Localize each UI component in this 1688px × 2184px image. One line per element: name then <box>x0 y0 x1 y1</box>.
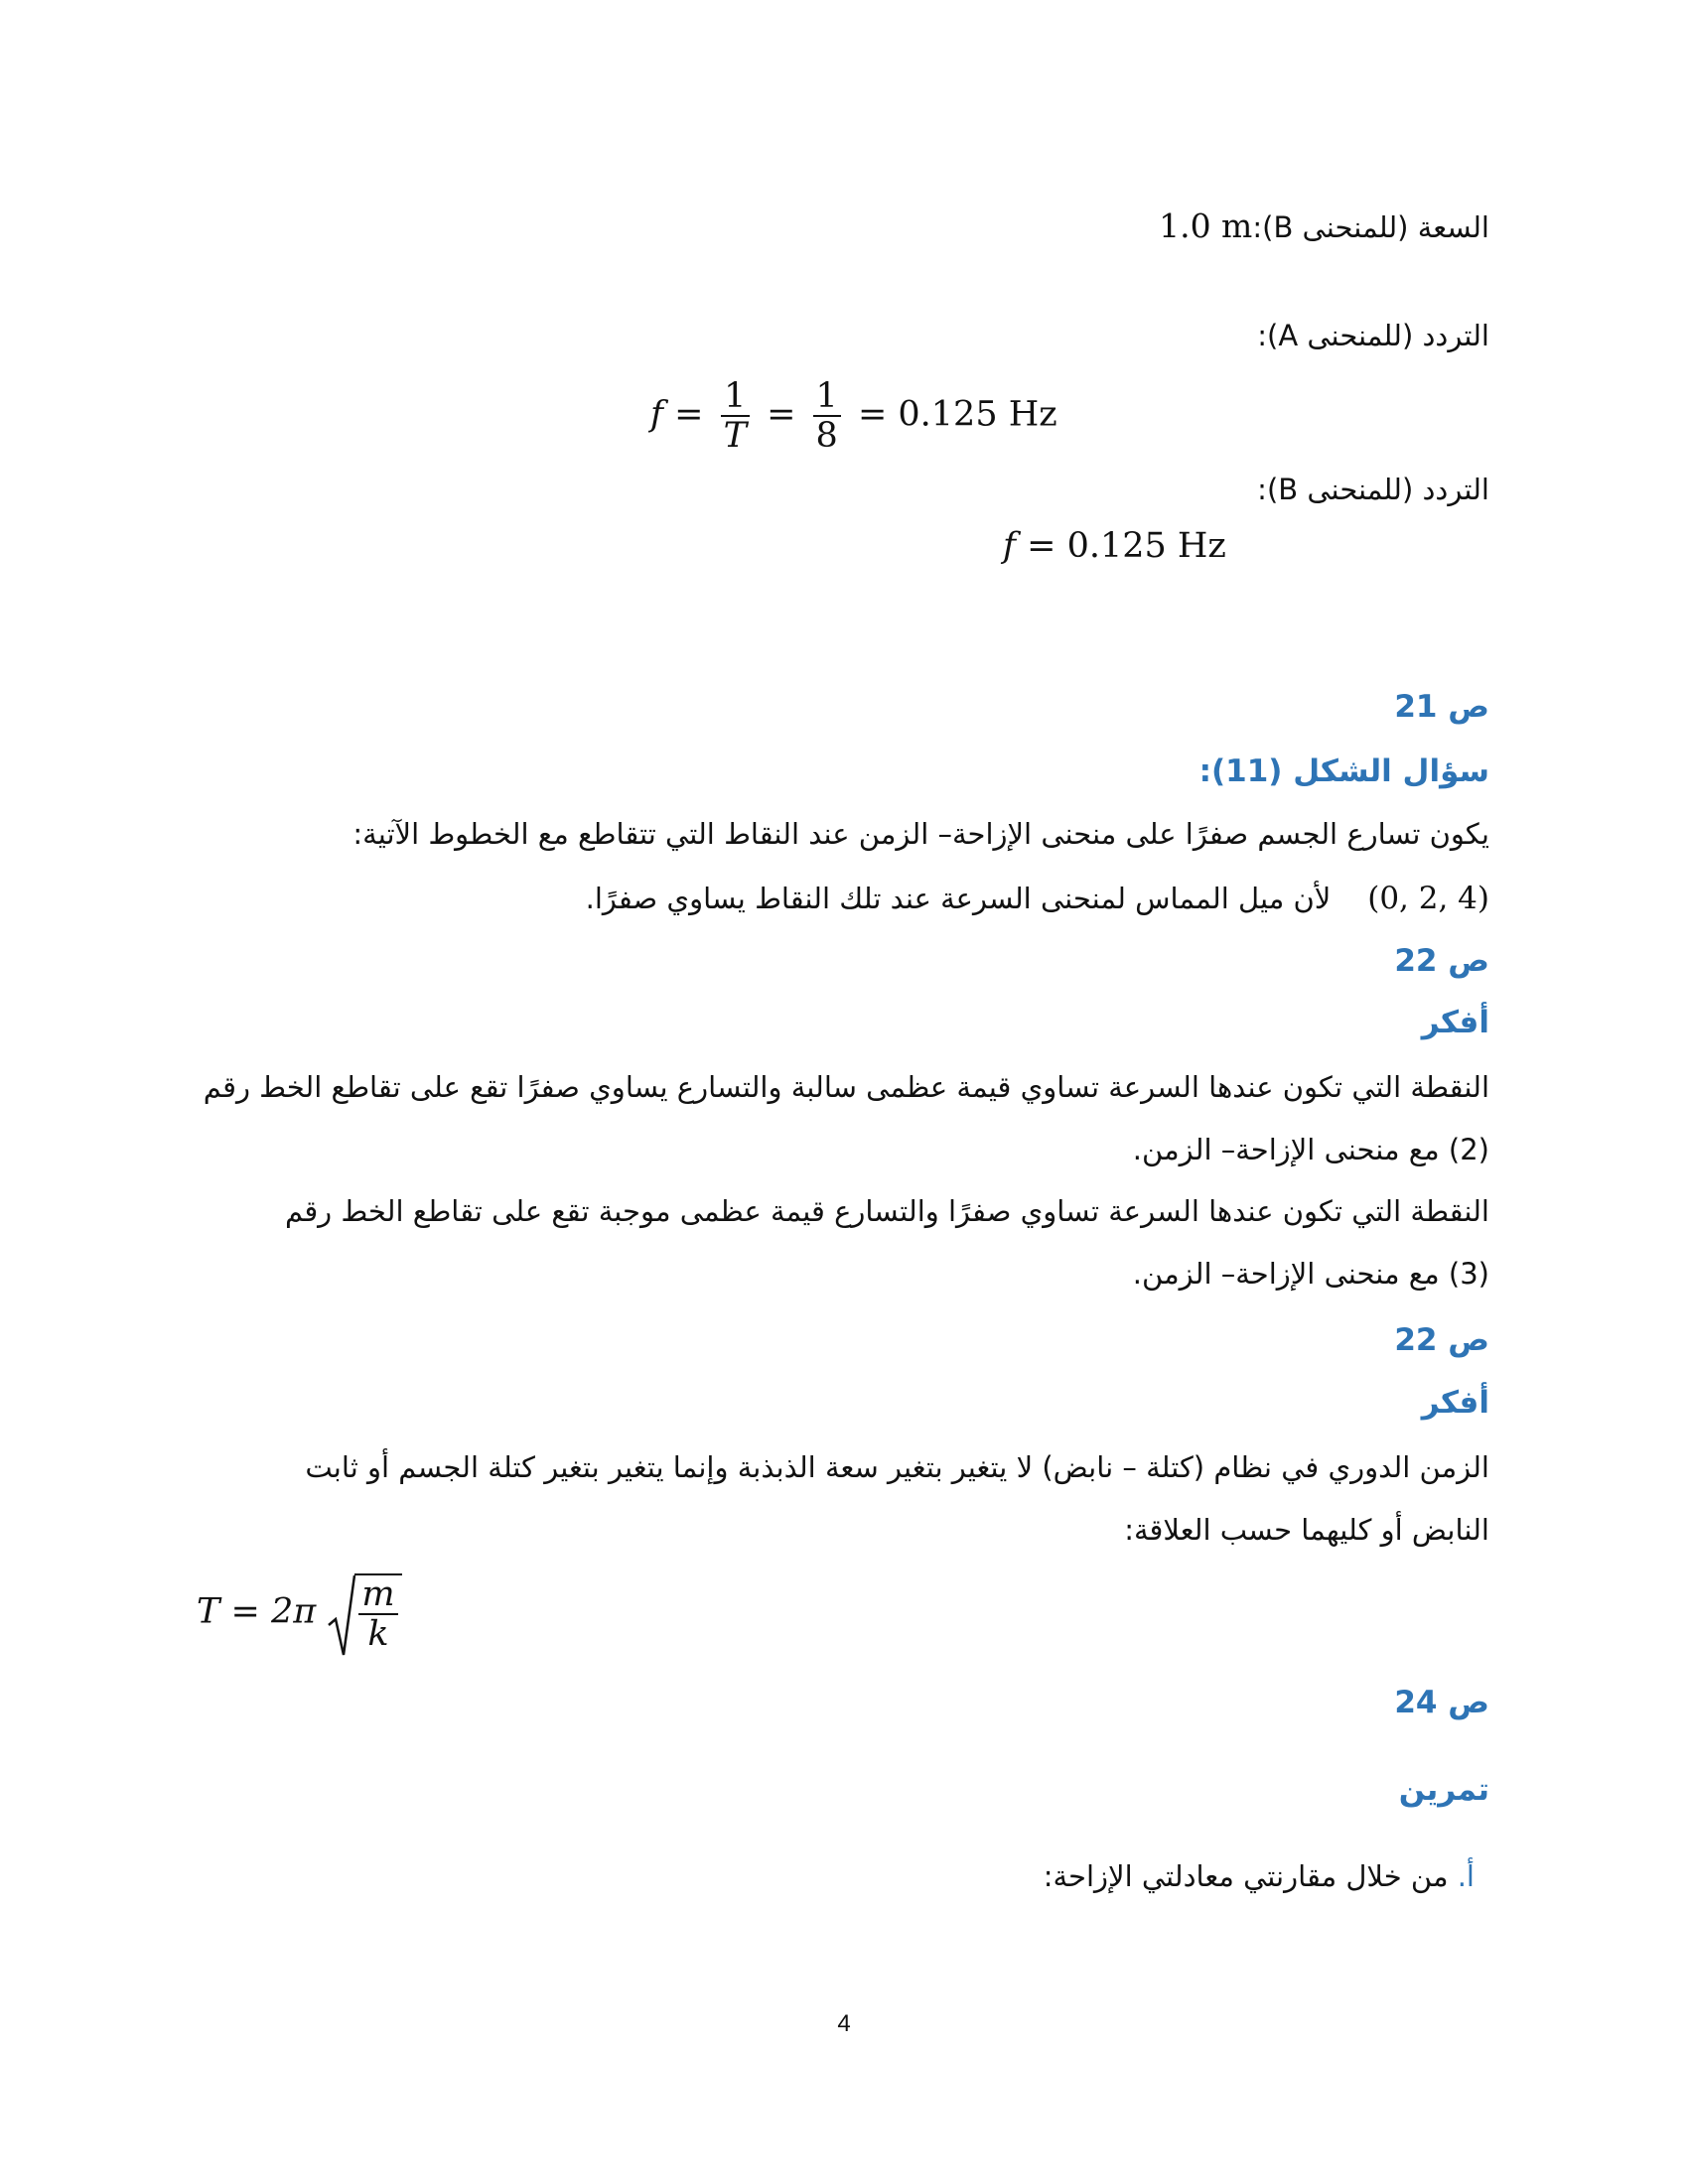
paragraph-2 <box>586 879 1489 918</box>
eq3-lhs: T <box>197 1591 220 1632</box>
eq1-lhs: f <box>650 394 663 435</box>
exercise-heading: تمرين <box>1398 1772 1489 1808</box>
page-22-heading-2: ص 22 <box>1394 1322 1489 1358</box>
item-a-text: من خلال مقارنتي معادلتي الإزاحة: <box>1043 1859 1449 1893</box>
paragraph-6: (3) مع منحنى الإزاحة– الزمن. <box>1132 1257 1489 1291</box>
paragraph-2-text: لأن ميل المماس لمنحنى السرعة عند تلك النقاط يساوي صفرًا. <box>585 882 1332 915</box>
eq2-rhs: 0.125 Hz <box>1066 526 1226 566</box>
page-number: 4 <box>837 2010 851 2037</box>
square-root <box>327 1573 401 1653</box>
frequency-a-label: التردد (للمنحنى A): <box>1257 319 1489 352</box>
eq1-den2: 8 <box>815 416 838 456</box>
paragraph-7: الزمن الدوري في نظام (كتلة – نابض) لا يتغير بتغير سعة الذبذبة وإنما يتغير بتغير كتلة الجسم أو ثابت <box>305 1450 1489 1484</box>
eq2-lhs: f <box>1003 526 1016 566</box>
equation-frequency-a: f = $\frac{1}{T}$ = $\frac{1}{8}$ = 0.125 Hz <box>650 376 1057 456</box>
page-22-heading-1: ص 22 <box>1394 943 1489 979</box>
points-list: (0, 2, 4) <box>1367 881 1489 916</box>
equation-frequency-b: f = 0.125 Hz <box>1003 526 1226 566</box>
equation-period: T = 2π $\frac{m}{k}$ <box>197 1573 402 1653</box>
paragraph-5: النقطة التي تكون عندها السرعة تساوي صفرًا والتسارع قيمة عظمى موجبة تقع على تقاطع الخط رقم <box>285 1194 1489 1228</box>
eq3-den: k <box>367 1614 389 1654</box>
eq1-rhs: 0.125 Hz <box>898 394 1057 435</box>
eq3-fraction <box>358 1575 397 1653</box>
eq1-den1: T <box>723 416 747 456</box>
amplitude-b-line <box>1159 206 1489 247</box>
list-item-a <box>1044 1856 1475 1896</box>
eq1-fraction-1 <box>721 377 750 455</box>
item-a-marker: أ. <box>1457 1859 1475 1893</box>
eq1-fraction-2 <box>813 377 841 455</box>
think-heading-1: أفكر <box>1421 1005 1489 1040</box>
radical-sign-icon <box>327 1573 356 1659</box>
figure-question-heading: سؤال الشكل (11): <box>1198 753 1489 789</box>
paragraph-1: يكون تسارع الجسم صفرًا على منحنى الإزاحة– الزمن عند النقاط التي تتقاطع مع الخطوط الآتية: <box>352 817 1489 851</box>
page-21-heading: ص 21 <box>1394 689 1489 725</box>
frequency-b-label: التردد (للمنحنى B): <box>1257 473 1489 506</box>
amplitude-b-value: 1.0 m <box>1159 206 1253 245</box>
eq1-num2: 1 <box>813 377 841 417</box>
page-24-heading: ص 24 <box>1394 1685 1489 1720</box>
paragraph-8: النابض أو كليهما حسب العلاقة: <box>1124 1513 1489 1547</box>
eq1-num1: 1 <box>721 377 750 417</box>
eq3-num: m <box>358 1575 397 1615</box>
paragraph-4: (2) مع منحنى الإزاحة– الزمن. <box>1132 1133 1489 1166</box>
think-heading-2: أفكر <box>1421 1385 1489 1421</box>
eq3-coef: 2π <box>270 1591 317 1632</box>
amplitude-b-label: السعة (للمنحنى B): <box>1252 210 1489 244</box>
paragraph-3: النقطة التي تكون عندها السرعة تساوي قيمة عظمى سالبة والتسارع يساوي صفرًا تقع على تقاطع الخط رقم <box>203 1070 1489 1104</box>
